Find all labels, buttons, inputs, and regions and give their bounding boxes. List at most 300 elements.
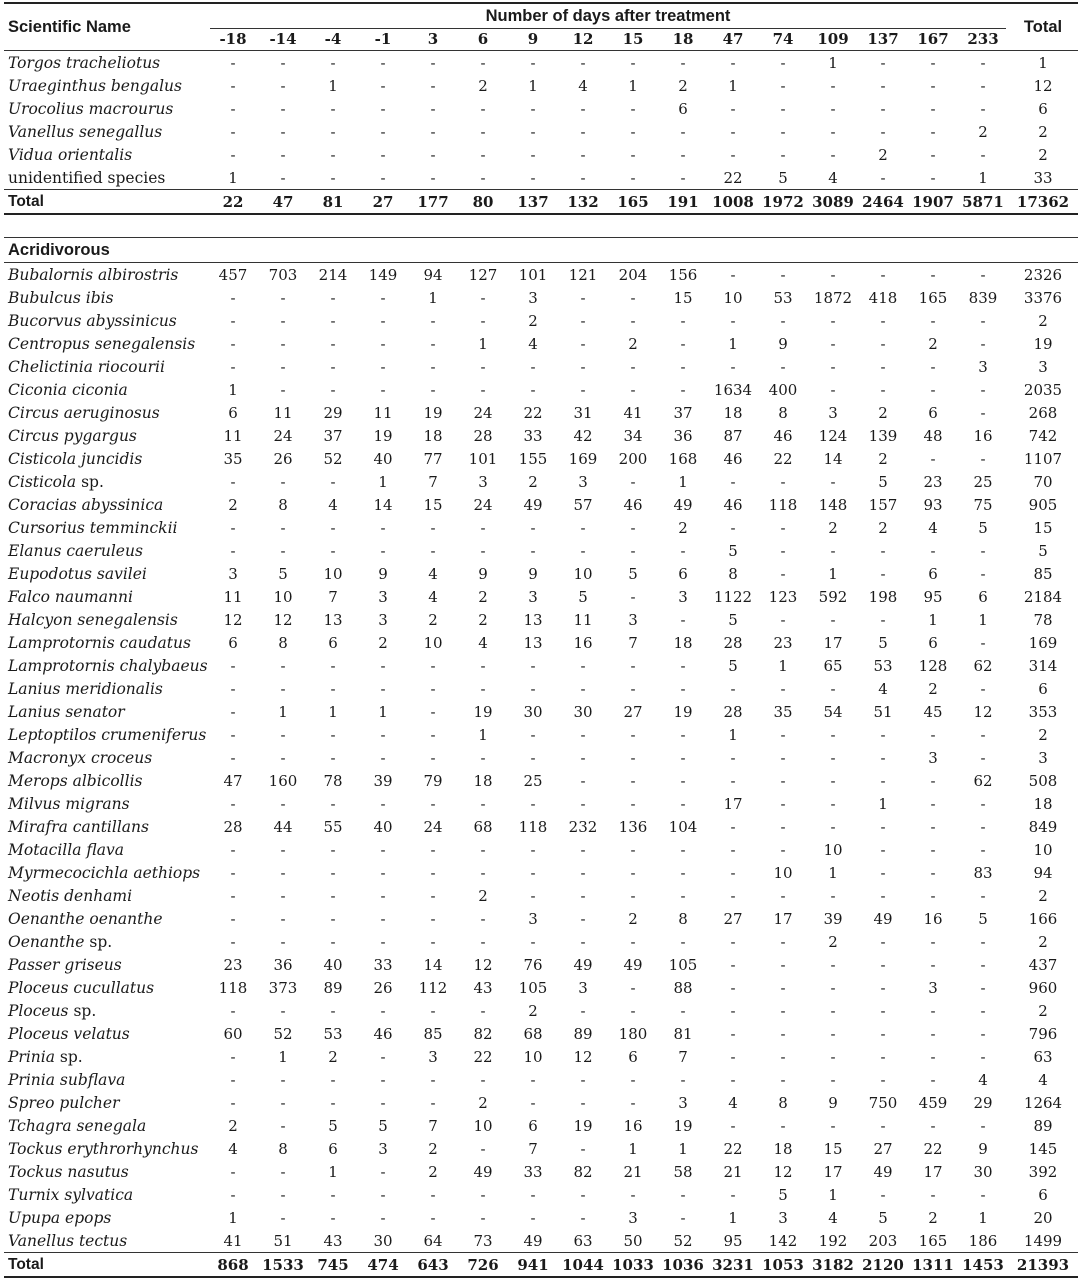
species-name bbox=[4, 1140, 208, 1158]
count-cell: - bbox=[580, 863, 586, 882]
count-cell: - bbox=[280, 168, 286, 187]
count-cell: - bbox=[380, 1093, 386, 1112]
count-cell: 9 bbox=[828, 1093, 838, 1112]
count-cell: 57 bbox=[573, 495, 593, 514]
count-cell: 6 bbox=[928, 633, 938, 652]
day-header: -18 bbox=[219, 30, 247, 48]
row-total: 3376 bbox=[1023, 288, 1063, 307]
count-cell: 22 bbox=[473, 1047, 493, 1066]
count-cell: - bbox=[480, 518, 486, 537]
count-cell: - bbox=[230, 311, 236, 330]
count-cell: - bbox=[780, 53, 786, 72]
count-cell: - bbox=[630, 978, 636, 997]
count-cell: 1 bbox=[528, 76, 538, 95]
count-cell: - bbox=[880, 380, 886, 399]
row-total: 796 bbox=[1028, 1024, 1058, 1043]
count-cell: - bbox=[630, 53, 636, 72]
count-cell: 19 bbox=[673, 1116, 693, 1135]
species-name bbox=[4, 289, 208, 307]
count-cell: - bbox=[980, 1024, 986, 1043]
count-cell: 5 bbox=[878, 472, 888, 491]
count-cell: - bbox=[880, 168, 886, 187]
species-name-text: Ploceus bbox=[8, 1001, 69, 1020]
count-cell: 10 bbox=[473, 1116, 493, 1135]
count-cell: 2 bbox=[428, 1139, 438, 1158]
species-name-text: Halcyon senegalensis bbox=[8, 610, 178, 629]
count-cell: 16 bbox=[923, 909, 943, 928]
species-name bbox=[4, 266, 208, 284]
count-cell: - bbox=[880, 840, 886, 859]
count-cell: 3 bbox=[628, 610, 638, 629]
count-cell: 2 bbox=[878, 518, 888, 537]
count-cell: - bbox=[230, 794, 236, 813]
species-name-text: Vidua orientalis bbox=[8, 145, 133, 164]
count-cell: 1 bbox=[828, 564, 838, 583]
count-cell: 62 bbox=[973, 771, 993, 790]
count-cell: - bbox=[530, 1208, 536, 1227]
count-cell: 14 bbox=[373, 495, 393, 514]
count-cell: - bbox=[930, 840, 936, 859]
count-cell: - bbox=[480, 145, 486, 164]
count-cell: - bbox=[280, 840, 286, 859]
species-name-text: Upupa epops bbox=[8, 1208, 112, 1227]
part2-total-row bbox=[4, 1253, 1078, 1276]
count-cell: 10 bbox=[523, 1047, 543, 1066]
species-name bbox=[4, 749, 208, 767]
count-cell: - bbox=[580, 1185, 586, 1204]
species-name-text: Oenanthe bbox=[8, 932, 85, 951]
count-cell: 52 bbox=[673, 1231, 693, 1250]
count-cell: 10 bbox=[723, 288, 743, 307]
count-cell: 2 bbox=[528, 1001, 538, 1020]
count-cell: 703 bbox=[268, 265, 298, 284]
count-cell: 75 bbox=[973, 495, 993, 514]
count-cell: - bbox=[480, 168, 486, 187]
count-cell: 13 bbox=[523, 610, 543, 629]
count-cell: - bbox=[480, 932, 486, 951]
count-cell: - bbox=[230, 53, 236, 72]
count-cell: 750 bbox=[868, 1093, 898, 1112]
count-cell: - bbox=[530, 840, 536, 859]
count-cell: 5 bbox=[778, 1185, 788, 1204]
row-total: 6 bbox=[1038, 1185, 1048, 1204]
species-name bbox=[4, 335, 208, 353]
count-cell: - bbox=[380, 679, 386, 698]
count-cell: 35 bbox=[773, 702, 793, 721]
count-cell: 2 bbox=[478, 1093, 488, 1112]
row-total: 268 bbox=[1028, 403, 1058, 422]
count-cell: - bbox=[330, 122, 336, 141]
count-cell: - bbox=[930, 380, 936, 399]
row-total: 849 bbox=[1028, 817, 1058, 836]
count-cell: - bbox=[430, 840, 436, 859]
count-cell: - bbox=[880, 610, 886, 629]
species-name bbox=[4, 841, 208, 859]
count-cell: - bbox=[530, 541, 536, 560]
count-cell: - bbox=[730, 265, 736, 284]
count-cell: - bbox=[430, 541, 436, 560]
count-cell: - bbox=[230, 840, 236, 859]
row-total: 20 bbox=[1033, 1208, 1053, 1227]
count-cell: 5 bbox=[728, 541, 738, 560]
count-cell: 112 bbox=[418, 978, 448, 997]
count-cell: - bbox=[730, 311, 736, 330]
count-cell: - bbox=[530, 794, 536, 813]
count-cell: - bbox=[880, 748, 886, 767]
count-cell: - bbox=[880, 1185, 886, 1204]
count-cell: - bbox=[780, 955, 786, 974]
count-cell: 10 bbox=[773, 863, 793, 882]
count-cell: - bbox=[830, 771, 836, 790]
table-row bbox=[4, 424, 1078, 447]
count-cell: 1 bbox=[628, 76, 638, 95]
count-cell: 214 bbox=[318, 265, 348, 284]
count-cell: 30 bbox=[973, 1162, 993, 1181]
count-cell: 1 bbox=[328, 1162, 338, 1181]
count-cell: - bbox=[780, 886, 786, 905]
count-cell: 839 bbox=[968, 288, 998, 307]
table-row bbox=[4, 723, 1078, 746]
row-total: 353 bbox=[1028, 702, 1058, 721]
count-cell: - bbox=[880, 863, 886, 882]
count-cell: - bbox=[780, 771, 786, 790]
count-cell: 19 bbox=[573, 1116, 593, 1135]
count-cell: 49 bbox=[873, 909, 893, 928]
count-cell: 79 bbox=[423, 771, 443, 790]
count-cell: - bbox=[780, 357, 786, 376]
count-cell: 35 bbox=[223, 449, 243, 468]
count-cell: - bbox=[230, 518, 236, 537]
count-cell: 54 bbox=[823, 702, 843, 721]
count-cell: - bbox=[630, 748, 636, 767]
species-name-text: Uraeginthus bengalus bbox=[8, 76, 182, 95]
table-row bbox=[4, 884, 1078, 907]
species-name bbox=[4, 123, 208, 141]
count-cell: 36 bbox=[673, 426, 693, 445]
count-cell: - bbox=[830, 311, 836, 330]
count-cell: - bbox=[830, 679, 836, 698]
total-cell: 132 bbox=[567, 192, 599, 211]
species-name bbox=[4, 565, 208, 583]
count-cell: - bbox=[280, 656, 286, 675]
table-row bbox=[4, 74, 1078, 97]
count-cell: 27 bbox=[873, 1139, 893, 1158]
count-cell: - bbox=[230, 1001, 236, 1020]
count-cell: - bbox=[280, 380, 286, 399]
species-name-text: Chelictinia riocourii bbox=[8, 357, 165, 376]
species-name-text: Mirafra cantillans bbox=[8, 817, 149, 836]
count-cell: 15 bbox=[673, 288, 693, 307]
count-cell: - bbox=[430, 794, 436, 813]
count-cell: - bbox=[730, 932, 736, 951]
count-cell: 168 bbox=[668, 449, 698, 468]
count-cell: - bbox=[930, 1024, 936, 1043]
count-cell: - bbox=[230, 679, 236, 698]
count-cell: - bbox=[380, 541, 386, 560]
count-cell: 1 bbox=[678, 472, 688, 491]
count-cell: 12 bbox=[473, 955, 493, 974]
count-cell: 5 bbox=[578, 587, 588, 606]
species-name bbox=[4, 519, 208, 537]
count-cell: 11 bbox=[573, 610, 593, 629]
count-cell: 157 bbox=[868, 495, 898, 514]
count-cell: - bbox=[480, 122, 486, 141]
count-cell: - bbox=[330, 1070, 336, 1089]
count-cell: - bbox=[830, 955, 836, 974]
count-cell: 1 bbox=[428, 288, 438, 307]
count-cell: 2 bbox=[678, 76, 688, 95]
row-total: 94 bbox=[1033, 863, 1053, 882]
row-total: 166 bbox=[1028, 909, 1058, 928]
count-cell: 16 bbox=[573, 633, 593, 652]
section-acridivorous: Acridivorous bbox=[8, 240, 110, 259]
count-cell: - bbox=[830, 99, 836, 118]
count-cell: 1 bbox=[828, 863, 838, 882]
count-cell: - bbox=[380, 794, 386, 813]
count-cell: 2 bbox=[628, 334, 638, 353]
day-header: 137 bbox=[867, 30, 899, 48]
table-row bbox=[4, 1114, 1078, 1137]
species-name bbox=[4, 1002, 208, 1020]
count-cell: - bbox=[430, 886, 436, 905]
count-cell: - bbox=[280, 679, 286, 698]
count-cell: - bbox=[830, 817, 836, 836]
count-cell: - bbox=[680, 610, 686, 629]
count-cell: 53 bbox=[773, 288, 793, 307]
count-cell: 19 bbox=[473, 702, 493, 721]
count-cell: 1872 bbox=[813, 288, 853, 307]
count-cell: - bbox=[980, 1116, 986, 1135]
count-cell: - bbox=[230, 357, 236, 376]
count-cell: - bbox=[680, 840, 686, 859]
count-cell: - bbox=[330, 288, 336, 307]
count-cell: - bbox=[330, 932, 336, 951]
count-cell: 2 bbox=[478, 76, 488, 95]
count-cell: 40 bbox=[373, 817, 393, 836]
day-header: 9 bbox=[527, 30, 539, 48]
species-name-text: Elanus caeruleus bbox=[8, 541, 143, 560]
count-cell: 23 bbox=[223, 955, 243, 974]
count-cell: - bbox=[330, 357, 336, 376]
count-cell: 1 bbox=[778, 656, 788, 675]
count-cell: - bbox=[330, 1001, 336, 1020]
total-cell: 726 bbox=[467, 1255, 499, 1274]
count-cell: - bbox=[230, 1093, 236, 1112]
count-cell: - bbox=[930, 311, 936, 330]
species-name-text: Prinia subflava bbox=[8, 1070, 126, 1089]
row-total: 2 bbox=[1038, 145, 1048, 164]
count-cell: - bbox=[780, 564, 786, 583]
count-cell: - bbox=[580, 53, 586, 72]
table-row bbox=[4, 792, 1078, 815]
row-total: 2 bbox=[1038, 932, 1048, 951]
count-cell: - bbox=[430, 863, 436, 882]
count-cell: - bbox=[980, 265, 986, 284]
count-cell: 3 bbox=[928, 978, 938, 997]
count-cell: - bbox=[580, 771, 586, 790]
count-cell: - bbox=[730, 99, 736, 118]
count-cell: - bbox=[380, 334, 386, 353]
count-cell: - bbox=[280, 1093, 286, 1112]
table-row bbox=[4, 120, 1078, 143]
count-cell: 22 bbox=[723, 168, 743, 187]
count-cell: - bbox=[780, 76, 786, 95]
count-cell: 93 bbox=[923, 495, 943, 514]
count-cell: - bbox=[280, 932, 286, 951]
count-cell: 8 bbox=[728, 564, 738, 583]
count-cell: - bbox=[680, 380, 686, 399]
count-cell: 18 bbox=[673, 633, 693, 652]
count-cell: 12 bbox=[773, 1162, 793, 1181]
count-cell: - bbox=[830, 794, 836, 813]
count-cell: 1 bbox=[478, 334, 488, 353]
count-cell: 46 bbox=[723, 449, 743, 468]
count-cell: 10 bbox=[423, 633, 443, 652]
count-cell: - bbox=[830, 978, 836, 997]
count-cell: - bbox=[930, 1001, 936, 1020]
count-cell: - bbox=[780, 978, 786, 997]
count-cell: - bbox=[480, 288, 486, 307]
species-name bbox=[4, 1025, 208, 1043]
count-cell: 105 bbox=[518, 978, 548, 997]
count-cell: 52 bbox=[323, 449, 343, 468]
count-cell: - bbox=[380, 886, 386, 905]
row-total: 19 bbox=[1033, 334, 1053, 353]
count-cell: - bbox=[930, 886, 936, 905]
count-cell: - bbox=[780, 145, 786, 164]
row-total: 145 bbox=[1028, 1139, 1058, 1158]
count-cell: - bbox=[680, 748, 686, 767]
table-row bbox=[4, 401, 1078, 424]
count-cell: 5 bbox=[278, 564, 288, 583]
count-cell: - bbox=[280, 886, 286, 905]
count-cell: - bbox=[930, 863, 936, 882]
count-cell: - bbox=[930, 357, 936, 376]
count-cell: - bbox=[530, 748, 536, 767]
species-name-text: Tchagra senegala bbox=[8, 1116, 147, 1135]
day-header: -4 bbox=[324, 30, 342, 48]
count-cell: 19 bbox=[673, 702, 693, 721]
count-cell: - bbox=[780, 1001, 786, 1020]
count-cell: - bbox=[830, 610, 836, 629]
count-cell: 1 bbox=[328, 702, 338, 721]
count-cell: 5 bbox=[878, 1208, 888, 1227]
count-cell: 4 bbox=[828, 1208, 838, 1227]
count-cell: - bbox=[480, 1185, 486, 1204]
count-cell: - bbox=[880, 122, 886, 141]
count-cell: - bbox=[630, 357, 636, 376]
count-cell: - bbox=[580, 541, 586, 560]
count-cell: 192 bbox=[818, 1231, 848, 1250]
count-cell: 3 bbox=[478, 472, 488, 491]
count-cell: 3 bbox=[928, 748, 938, 767]
count-cell: - bbox=[280, 122, 286, 141]
count-cell: 18 bbox=[773, 1139, 793, 1158]
species-name bbox=[4, 381, 208, 399]
species-name-text: Lamprotornis caudatus bbox=[8, 633, 191, 652]
count-cell: - bbox=[680, 168, 686, 187]
table-row bbox=[4, 493, 1078, 516]
table-row bbox=[4, 562, 1078, 585]
count-cell: - bbox=[930, 1070, 936, 1089]
count-cell: - bbox=[330, 886, 336, 905]
count-cell: - bbox=[930, 932, 936, 951]
species-name bbox=[4, 979, 208, 997]
count-cell: 3 bbox=[628, 1208, 638, 1227]
count-cell: - bbox=[230, 909, 236, 928]
count-cell: 44 bbox=[273, 817, 293, 836]
count-cell: - bbox=[480, 311, 486, 330]
count-cell: - bbox=[680, 1070, 686, 1089]
count-cell: 7 bbox=[678, 1047, 688, 1066]
count-cell: - bbox=[830, 541, 836, 560]
count-cell: - bbox=[380, 311, 386, 330]
count-cell: - bbox=[230, 472, 236, 491]
count-cell: - bbox=[280, 518, 286, 537]
count-cell: - bbox=[780, 932, 786, 951]
count-cell: - bbox=[730, 955, 736, 974]
count-cell: - bbox=[630, 771, 636, 790]
count-cell: - bbox=[780, 840, 786, 859]
count-cell: - bbox=[530, 1185, 536, 1204]
count-cell: - bbox=[780, 817, 786, 836]
count-cell: - bbox=[980, 1001, 986, 1020]
count-cell: - bbox=[980, 633, 986, 652]
count-cell: - bbox=[980, 1185, 986, 1204]
table-row bbox=[4, 631, 1078, 654]
count-cell: - bbox=[830, 1001, 836, 1020]
count-cell: - bbox=[780, 265, 786, 284]
species-name bbox=[4, 818, 208, 836]
count-cell: 45 bbox=[923, 702, 943, 721]
count-cell: - bbox=[430, 145, 436, 164]
count-cell: - bbox=[230, 702, 236, 721]
count-cell: 3 bbox=[678, 587, 688, 606]
count-cell: - bbox=[830, 1116, 836, 1135]
count-cell: - bbox=[930, 541, 936, 560]
count-cell: - bbox=[680, 122, 686, 141]
count-cell: - bbox=[480, 656, 486, 675]
species-name-text: Neotis denhami bbox=[8, 886, 133, 905]
count-cell: - bbox=[580, 122, 586, 141]
count-cell: 1 bbox=[278, 1047, 288, 1066]
row-total: 15 bbox=[1033, 518, 1053, 537]
row-total: 1499 bbox=[1023, 1231, 1063, 1250]
count-cell: 5 bbox=[378, 1116, 388, 1135]
count-cell: 1 bbox=[878, 794, 888, 813]
table-row bbox=[4, 907, 1078, 930]
count-cell: - bbox=[280, 541, 286, 560]
count-cell: 5 bbox=[978, 518, 988, 537]
count-cell: - bbox=[630, 472, 636, 491]
count-cell: 17 bbox=[823, 633, 843, 652]
count-cell: 6 bbox=[978, 587, 988, 606]
count-cell: 14 bbox=[423, 955, 443, 974]
total-cell: 165 bbox=[617, 192, 649, 211]
count-cell: - bbox=[780, 794, 786, 813]
count-cell: - bbox=[280, 863, 286, 882]
count-cell: 5 bbox=[878, 633, 888, 652]
count-cell: - bbox=[930, 168, 936, 187]
count-cell: 3 bbox=[778, 1208, 788, 1227]
count-cell: 180 bbox=[618, 1024, 648, 1043]
count-cell: 149 bbox=[368, 265, 398, 284]
species-name bbox=[4, 146, 208, 164]
count-cell: 33 bbox=[523, 426, 543, 445]
count-cell: - bbox=[730, 145, 736, 164]
count-cell: - bbox=[580, 748, 586, 767]
count-cell: - bbox=[280, 311, 286, 330]
